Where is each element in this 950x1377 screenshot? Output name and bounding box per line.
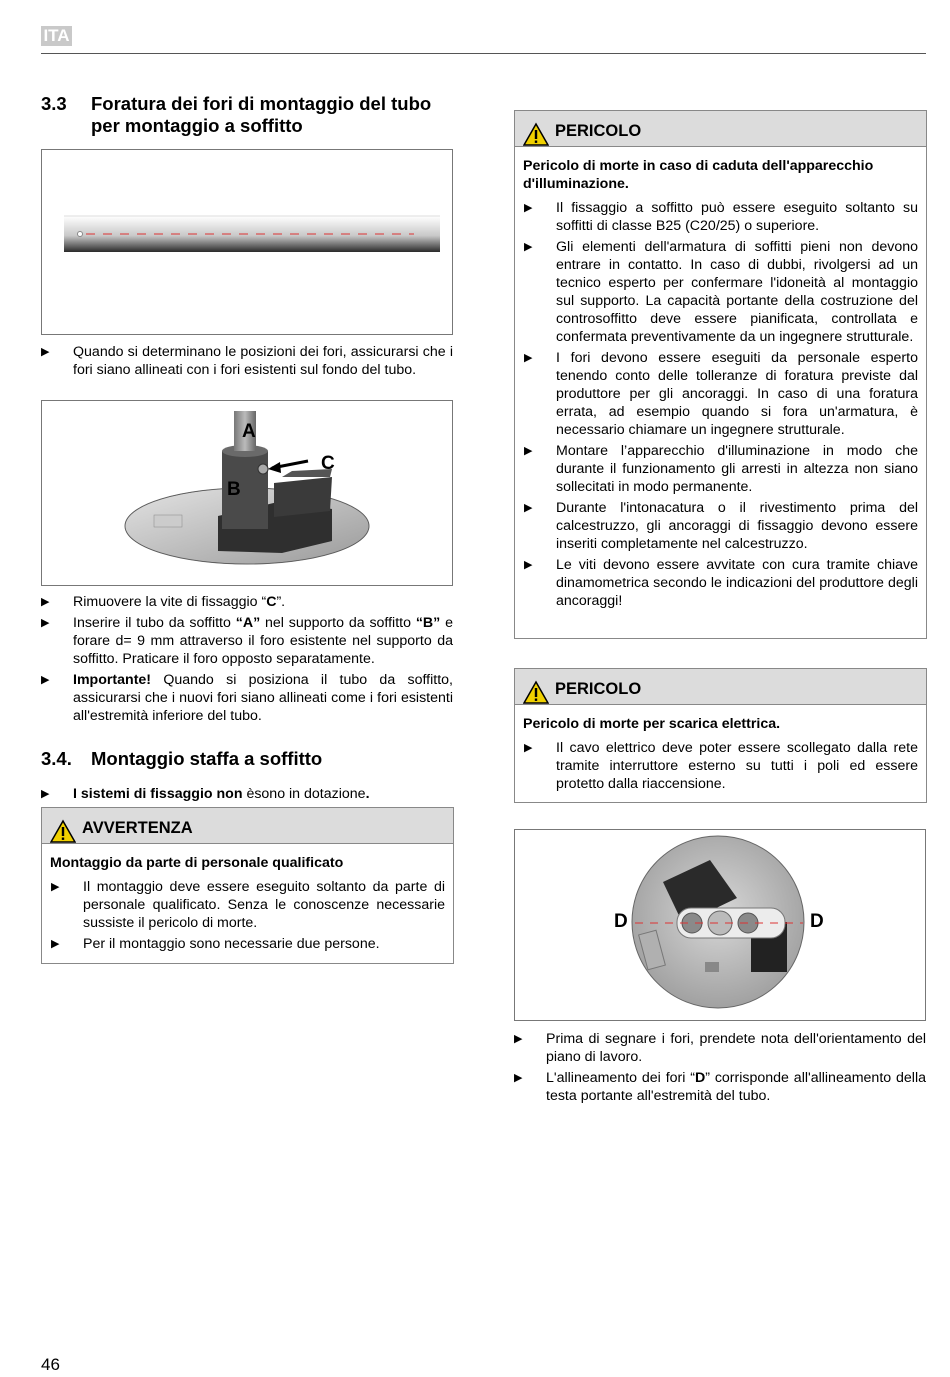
text: nel supporto da soffitto	[260, 615, 416, 631]
list-item	[41, 671, 453, 725]
warning-title: AVVERTENZA	[82, 819, 193, 837]
section-title-line1: Foratura dei fori di montaggio del tubo	[91, 93, 432, 114]
instruction-list-3	[41, 785, 453, 806]
plate-figure	[514, 829, 926, 1021]
bold-text: I sistemi di fissaggio non	[73, 786, 247, 802]
plate-drawing	[515, 830, 925, 1020]
label-b: B	[227, 479, 241, 500]
section-3-4-heading	[41, 748, 453, 770]
page-number: 46	[41, 1355, 60, 1374]
bold-ref: “B”	[415, 615, 441, 631]
list-item: ▶ Per il montaggio sono necessarie due persone.	[51, 935, 445, 953]
list-item: ▶ Durante l'intonacatura o il rivestimento prima del calcestruzzo, gli ancoraggi di fissaggio devono essere inseriti completamente nel calcestruzzo.	[524, 499, 918, 553]
danger-list	[515, 199, 926, 617]
instruction-list-1	[41, 343, 453, 382]
label-c: C	[321, 453, 335, 474]
text: L'allineamento dei fori “	[546, 1070, 695, 1086]
bold-text: .	[365, 786, 370, 802]
warning-header	[42, 808, 453, 844]
text: Inserire il tubo da soffitto	[73, 615, 236, 631]
warning-icon	[523, 680, 549, 704]
warning-list	[42, 878, 453, 960]
text: Quando si posiziona il tubo da soffitto, assicurarsi che i nuovi fori siano allineati come i fori esistenti all'estremità inferiore del tubo.	[73, 672, 453, 724]
danger-title: PERICOLO	[555, 680, 642, 698]
instruction-list-2	[41, 593, 453, 728]
warning-icon	[523, 122, 549, 146]
list-item: ▶ I fori devono essere eseguiti da personale esperto tenendo conto delle tolleranze di foratura previste dal produttore per gli ancoraggi. In caso di una foratura errata, ad esempio quando si fora un'armatura, è necessario chiamare un ingegnere strutturale.	[524, 349, 918, 439]
list-item: ▶ Quando si determinano le posizioni dei fori, assicurarsi che i fori siano allineati con i fori esistenti sul fondo del tubo.	[41, 343, 453, 379]
list-item: ▶ Gli elementi dell'armatura di soffitti pieni non devono entrare in contatto. In caso di dubbi, rivolgersi ad un tecnico esperto per confermare l'idoneità al montaggio sul supporto. La capacità portante della costruzione del controsoffitto deve essere pianificata, controllata e confermata preventivamente da un ingegnere strutturale.	[524, 238, 918, 346]
danger-header	[515, 111, 926, 147]
danger-subtitle: Pericolo di morte in caso di caduta dell'apparecchio d'illuminazione.	[523, 158, 874, 192]
tube-figure	[41, 149, 453, 335]
label-a: A	[242, 421, 256, 442]
warning-subtitle: Montaggio da parte di personale qualificato	[50, 855, 344, 871]
section-3-3-heading	[41, 93, 461, 137]
list-item	[41, 614, 453, 668]
danger-list	[515, 739, 926, 800]
label-d-left: D	[614, 911, 628, 932]
section-number: 3.4.	[41, 748, 72, 769]
bold-ref: C	[266, 594, 277, 610]
list-item	[41, 785, 453, 803]
bold-ref: “A”	[235, 615, 261, 631]
text: ” corrisponde all'allineamento della testa portante all'estremità del tubo.	[546, 1070, 926, 1104]
danger-subtitle: Pericolo di morte per scarica elettrica.	[523, 716, 781, 732]
header-divider	[41, 53, 926, 54]
danger-title: PERICOLO	[555, 122, 642, 140]
warning-icon	[50, 819, 76, 843]
instruction-list-right	[514, 1030, 926, 1108]
text: e forare d= 9 mm attraverso il foro esistente nel supporto da soffitto. Praticare il foro opposto separatamente.	[73, 615, 453, 667]
bold-ref: D	[694, 1070, 706, 1086]
mount-figure	[41, 400, 453, 586]
bold-ref: Importante!	[73, 672, 152, 688]
warning-box	[41, 807, 454, 964]
tube-drawing	[42, 150, 452, 334]
section-title: Montaggio staffa a soffitto	[91, 748, 323, 769]
list-item: ▶ Il cavo elettrico deve poter essere scollegato dalla rete tramite interruttore esterno su tutti i poli ed essere protetto dalla riaccensione.	[524, 739, 918, 793]
list-item: ▶ Prima di segnare i fori, prendete nota dell'orientamento del piano di lavoro.	[514, 1030, 926, 1066]
language-badge: ITA	[41, 26, 72, 46]
label-d-right: D	[810, 911, 824, 932]
list-item: ▶ Il montaggio deve essere eseguito soltanto da parte di personale qualificato. Senza le conoscenze necessarie sussiste il pericolo di morte.	[51, 878, 445, 932]
list-item: ▶ Il fissaggio a soffitto può essere eseguito soltanto su soffitti di classe B25 (C20/25) o superiore.	[524, 199, 918, 235]
text: Rimuovere la vite di fissaggio “	[73, 594, 267, 610]
text: ”.	[276, 594, 286, 610]
section-number: 3.3	[41, 93, 67, 114]
list-item: ▶ Le viti devono essere avvitate con cura tramite chiave dinamometrica secondo le indicazioni del produttore degli ancoraggi!	[524, 556, 918, 610]
list-item: ▶ Montare l’apparecchio d'illuminazione in modo che durante il funzionamento gli arresti in altezza non siano sollecitati in modo permanente.	[524, 442, 918, 496]
text: èsono in dotazione	[246, 786, 366, 802]
danger-box-2	[514, 668, 927, 803]
danger-box-1	[514, 110, 927, 639]
section-title-line2: per montaggio a soffitto	[91, 115, 303, 136]
list-item	[41, 593, 453, 611]
list-item	[514, 1069, 926, 1105]
danger-header	[515, 669, 926, 705]
